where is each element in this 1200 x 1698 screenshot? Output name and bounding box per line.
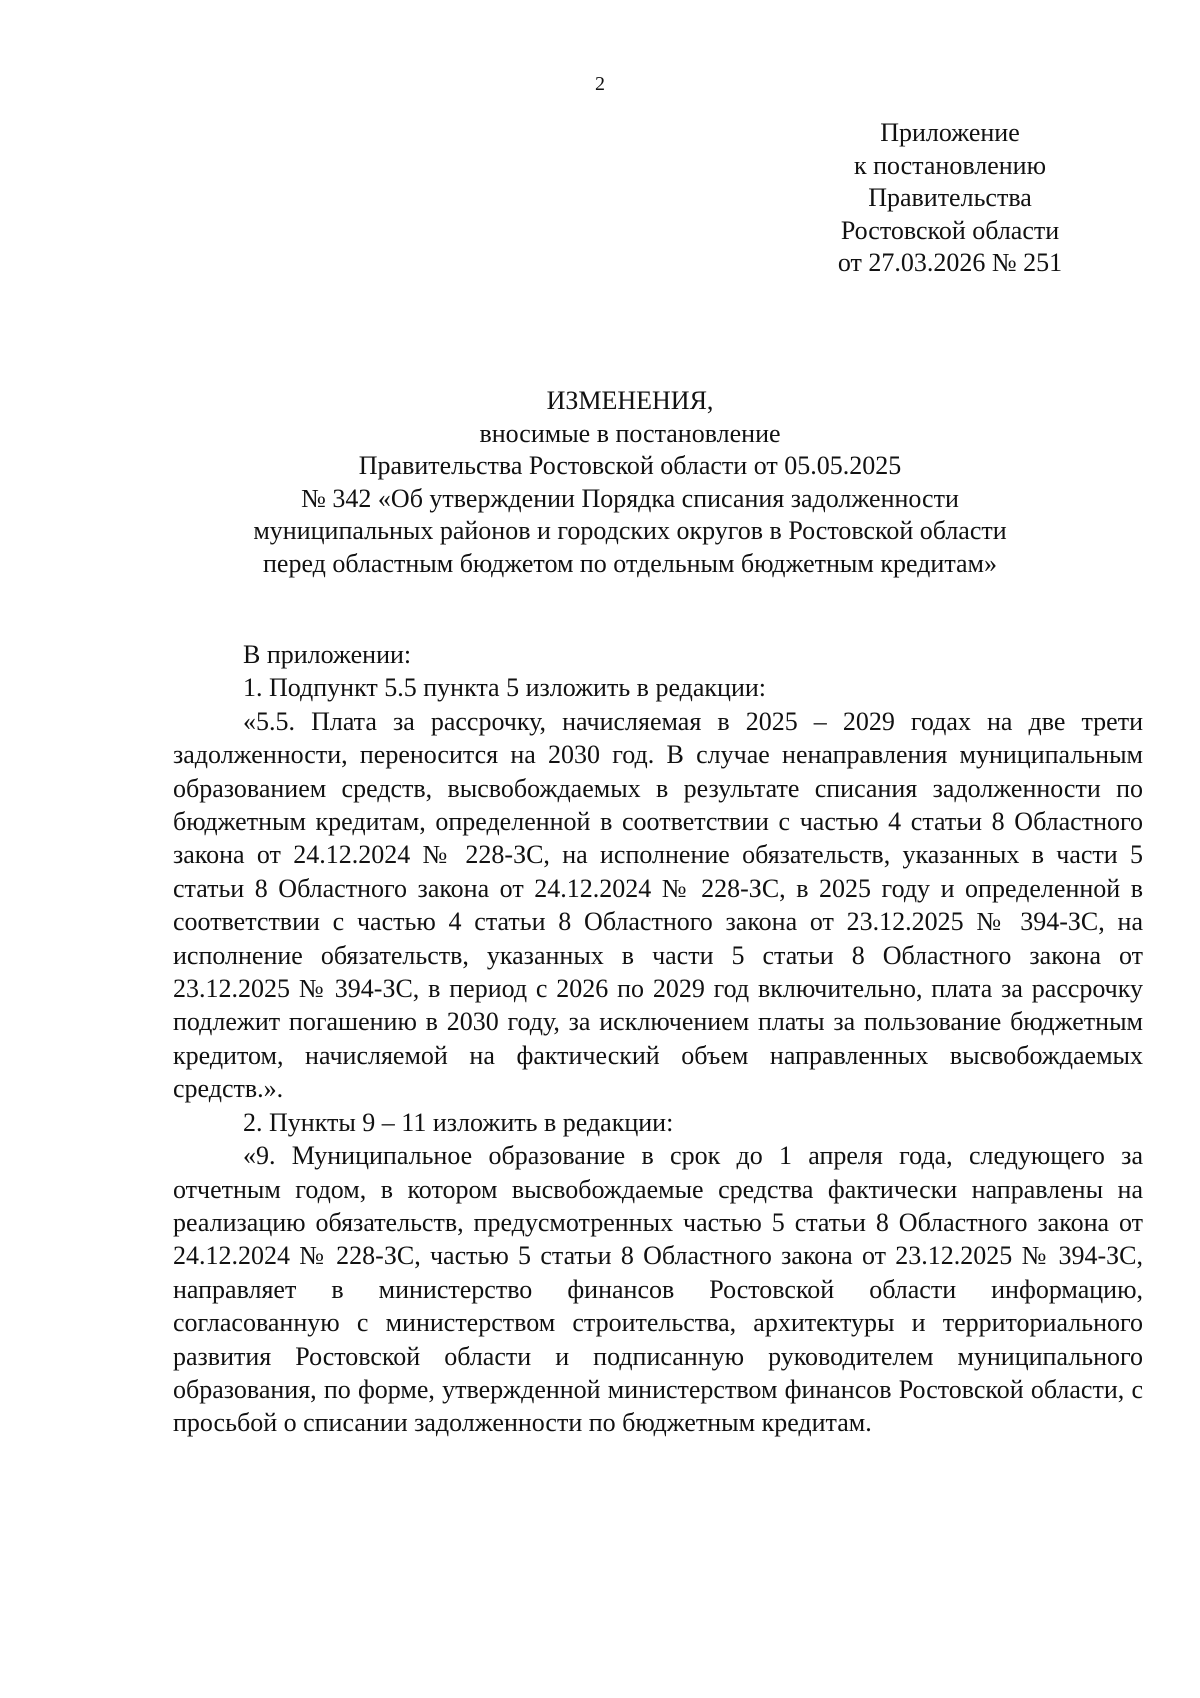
title-line: перед областным бюджетом по отдельным бюджетным кредитам»: [262, 548, 997, 578]
title-line: Правительства Ростовской области от 05.05.2025: [358, 451, 902, 480]
title-line: вносимые в постановление: [479, 418, 781, 448]
appendix-line: к постановлению: [853, 150, 1047, 180]
item-2-heading: 2. Пункты 9 – 11 изложить в редакции:: [243, 1107, 674, 1137]
page-number: 2: [595, 73, 605, 95]
item-1-paragraph: «5.5. Плата за рассрочку, начисляемая в 2025 – 2029 годах на две трети задолженности, переносится на 2030 год. В случае ненаправления муниципальным образованием средств, высвобождаемых в результате списания задолженности по бюджетным кредитам, определенной в соответствии с частью 4 статьи 8 Областного закона от 24.12.2024 № 228-ЗС, на исполнение обязательств, указанных в части 5 статьи 8 Областного закона от 24.12.2024 № 228-ЗС, в 2025 году и определенной в соответствии с частью 4 статьи 8 Областного закона от 23.12.2025 № 394-ЗС, на исполнение обязательств, указанных в части 5 статьи 8 Областного закона от 23.12.2025 № 394-ЗС, в период с 2026 по 2029 год включительно, плата за рассрочку подлежит погашению в 2030 году, за исключением платы за пользование бюджетным кредитом, начисляемой на фактический объем направленных высвобождаемых средств.».: [173, 706, 1143, 1104]
appendix-line: Правительства: [868, 183, 1032, 212]
document-title: [150, 385, 1110, 580]
appendix-block: [800, 117, 1100, 280]
appendix-line: Ростовской области: [840, 215, 1060, 245]
title-line: муниципальных районов и городских округов в Ростовской области: [253, 516, 1007, 545]
document-body: [173, 638, 1143, 1440]
appendix-line: Приложение: [880, 118, 1020, 147]
appendix-line: от 27.03.2026 № 251: [837, 248, 1063, 277]
body-intro: В приложении:: [243, 640, 412, 669]
item-2-paragraph: «9. Муниципальное образование в срок до 1 апреля года, следующего за отчетным годом, в котором высвобождаемые средства фактически направлены на реализацию обязательств, предусмотренных частью 5 статьи 8 Областного закона от 24.12.2024 № 228-ЗС, частью 5 статьи 8 Областного закона от 23.12.2025 № 394-ЗС, направляет в министерство финансов Ростовской области информацию, согласованную с министерством строительства, архитектуры и территориального развития Ростовской области и подписанную руководителем муниципального образования, по форме, утвержденной министерством финансов Ростовской области, с просьбой о списании задолженности по бюджетным кредитам.: [173, 1141, 1143, 1438]
title-heading: ИЗМЕНЕНИЯ,: [546, 386, 714, 415]
item-1-heading: 1. Подпункт 5.5 пункта 5 изложить в редакции:: [243, 673, 767, 703]
title-line: № 342 «Об утверждении Порядка списания задолженности: [301, 483, 959, 513]
